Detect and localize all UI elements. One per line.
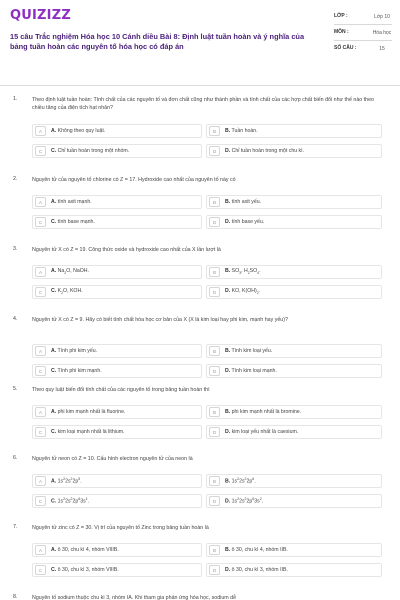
option-text: D. $1s^22s^22p^63s^2$. bbox=[225, 497, 264, 505]
answer-option-d[interactable] bbox=[206, 425, 382, 439]
option-text: B. tính axit yếu. bbox=[225, 199, 262, 205]
answer-option-c[interactable] bbox=[32, 563, 202, 577]
page-title: 15 câu Trắc nghiệm Hóa học 10 Cánh diều Bài 8: Định luật tuần hoàn và ý nghĩa của bảng tuần hoàn các nguyên tố hóa học có đáp án bbox=[10, 32, 305, 51]
answer-option-a[interactable] bbox=[32, 344, 202, 358]
question-text: Theo quy luật biến đổi tính chất của các nguyên tố trong bảng tuần hoàn thì bbox=[32, 387, 210, 393]
option-text: D. ô 30, chu kì 3, nhóm IIB. bbox=[225, 567, 288, 573]
option-letter-badge: D bbox=[209, 287, 220, 297]
meta-subject-label: MÔN : bbox=[334, 29, 349, 35]
option-letter-badge: C bbox=[35, 496, 46, 506]
meta-grade-label: LỚP : bbox=[334, 13, 348, 19]
option-letter-badge: A bbox=[35, 267, 46, 277]
option-letter-badge: D bbox=[209, 496, 220, 506]
question-number: 5. bbox=[13, 386, 18, 392]
question-text: Nguyên tử X có Z = 19. Công thức oxide và hydroxide cao nhất của X lần lượt là bbox=[32, 247, 221, 253]
answer-option-c[interactable] bbox=[32, 364, 202, 378]
option-letter-badge: A bbox=[35, 126, 46, 136]
answer-option-c[interactable] bbox=[32, 144, 202, 158]
option-text: B. $1s^22s^22p^6$. bbox=[225, 477, 256, 485]
answer-option-a[interactable] bbox=[32, 543, 202, 557]
answer-option-a[interactable] bbox=[32, 195, 202, 209]
option-letter-badge: A bbox=[35, 197, 46, 207]
option-letter-badge: D bbox=[209, 427, 220, 437]
option-letter-badge: C bbox=[35, 217, 46, 227]
option-letter-badge: C bbox=[35, 427, 46, 437]
meta-separator bbox=[334, 40, 392, 41]
option-text: A. ô 30, chu kì 4, nhóm VIIIB. bbox=[51, 547, 119, 553]
question-number: 1. bbox=[13, 96, 18, 102]
answer-option-d[interactable] bbox=[206, 364, 382, 378]
option-letter-badge: C bbox=[35, 146, 46, 156]
question-text: Nguyên tử neon có Z = 10. Cấu hình electron nguyên tử của neon là bbox=[32, 456, 193, 462]
option-letter-badge: C bbox=[35, 366, 46, 376]
option-letter-badge: D bbox=[209, 565, 220, 575]
option-text: B. $SO_3$, $H_2SO_4$. bbox=[225, 268, 261, 276]
option-text: C. ô 30, chu kì 3, nhóm VIIIB. bbox=[51, 567, 119, 573]
option-letter-badge: D bbox=[209, 146, 220, 156]
option-letter-badge: C bbox=[35, 565, 46, 575]
meta-count-value: 15 bbox=[379, 46, 385, 52]
option-text: B. phi kim mạnh nhất là bromine. bbox=[225, 409, 302, 415]
option-letter-badge: D bbox=[209, 366, 220, 376]
question-number: 2. bbox=[13, 176, 18, 182]
question-number: 6. bbox=[13, 455, 18, 461]
meta-subject-value: Hóa học bbox=[372, 30, 392, 36]
meta-separator bbox=[334, 24, 392, 25]
meta-count bbox=[334, 45, 392, 53]
answer-option-b[interactable] bbox=[206, 124, 382, 138]
option-text: A. $1s^22s^22p^5$. bbox=[51, 477, 82, 485]
option-text: A. Tính phi kim yếu. bbox=[51, 348, 98, 354]
answer-option-b[interactable] bbox=[206, 405, 382, 419]
option-text: C. $K_2O$, KOH. bbox=[51, 288, 83, 296]
option-text: D. Chỉ tuần hoàn trong một chu kì. bbox=[225, 148, 305, 154]
answer-option-c[interactable] bbox=[32, 494, 202, 508]
option-letter-badge: A bbox=[35, 346, 46, 356]
question-text: Theo định luật tuần hoàn: Tính chất của các nguyên tố và đơn chất cũng như thành phần và tính chất của các hợp chất biến đổi như thế nào theo chiều tăng của điện tích hạt nhân? bbox=[32, 97, 375, 112]
question-number: 7. bbox=[13, 524, 18, 530]
option-text: D. tính base yếu. bbox=[225, 219, 265, 225]
answer-option-a[interactable] bbox=[32, 124, 202, 138]
option-text: B. ô 30, chu kì 4, nhóm IIB. bbox=[225, 547, 288, 553]
answer-option-d[interactable] bbox=[206, 285, 382, 299]
option-letter-badge: B bbox=[209, 545, 220, 555]
answer-option-d[interactable] bbox=[206, 494, 382, 508]
question-text: Nguyên tử zinc có Z = 30. Vị trí của nguyên tố Zinc trong bảng tuần hoàn là bbox=[32, 525, 209, 531]
option-text: A. Không theo quy luật. bbox=[51, 128, 106, 134]
meta-grade bbox=[334, 13, 392, 21]
question-number: 3. bbox=[13, 246, 18, 252]
option-text: A. $Na_2O$, NaOH. bbox=[51, 268, 89, 276]
option-letter-badge: A bbox=[35, 545, 46, 555]
question-text: Nguyên tử X có Z = 9. Hãy có biết tính chất hóa học cơ bản của X (X là kim loại hay phi kim, mạnh hay yếu)? bbox=[32, 317, 288, 323]
answer-option-a[interactable] bbox=[32, 405, 202, 419]
option-text: B. Tuần hoàn. bbox=[225, 128, 258, 134]
meta-subject bbox=[334, 29, 392, 37]
question-number: 4. bbox=[13, 316, 18, 322]
option-letter-badge: B bbox=[209, 126, 220, 136]
option-letter-badge: B bbox=[209, 267, 220, 277]
option-text: C. Chỉ tuần hoàn trong một nhóm. bbox=[51, 148, 130, 154]
option-letter-badge: B bbox=[209, 476, 220, 486]
answer-option-d[interactable] bbox=[206, 144, 382, 158]
meta-grade-value: Lớp 10 bbox=[374, 14, 390, 20]
answer-option-b[interactable] bbox=[206, 344, 382, 358]
option-letter-badge: A bbox=[35, 476, 46, 486]
answer-option-b[interactable] bbox=[206, 474, 382, 488]
question-text: Nguyên tố sodium thuộc chu kì 3, nhóm IA. Khi tham gia phản ứng hóa học, sodium dễ bbox=[32, 595, 237, 600]
answer-option-b[interactable] bbox=[206, 195, 382, 209]
quiz-meta bbox=[334, 13, 392, 53]
option-letter-badge: C bbox=[35, 287, 46, 297]
option-letter-badge: D bbox=[209, 217, 220, 227]
option-letter-badge: A bbox=[35, 407, 46, 417]
meta-count-label: SỐ CÂU : bbox=[334, 45, 357, 51]
answer-option-c[interactable] bbox=[32, 285, 202, 299]
option-text: D. KO, $K(OH)_2$. bbox=[225, 288, 261, 296]
quizizz-logo: QUIZIZZ bbox=[10, 8, 71, 23]
option-text: C. $1s^22s^22p^63s^1$. bbox=[51, 497, 90, 505]
option-text: C. kim loại mạnh nhất là lithium. bbox=[51, 429, 125, 435]
option-letter-badge: B bbox=[209, 346, 220, 356]
answer-option-c[interactable] bbox=[32, 425, 202, 439]
option-text: A. tính axit mạnh. bbox=[51, 199, 92, 205]
option-letter-badge: B bbox=[209, 197, 220, 207]
question-number: 8. bbox=[13, 594, 18, 600]
question-text: Nguyên tử của nguyên tố chlorine có Z = 17. Hydroxide cao nhất của nguyên tố này có bbox=[32, 177, 236, 183]
answer-option-a[interactable] bbox=[32, 474, 202, 488]
answer-option-b[interactable] bbox=[206, 265, 382, 279]
option-text: D. Tính kim loại mạnh. bbox=[225, 368, 277, 374]
option-text: A. phi kim mạnh nhất là fluorine. bbox=[51, 409, 126, 415]
option-text: C. Tính phi kim mạnh. bbox=[51, 368, 102, 374]
answer-option-d[interactable] bbox=[206, 563, 382, 577]
answer-option-d[interactable] bbox=[206, 215, 382, 229]
option-text: D. kim loại yếu nhất là caesium. bbox=[225, 429, 299, 435]
header-divider bbox=[0, 85, 400, 86]
answer-option-a[interactable] bbox=[32, 265, 202, 279]
answer-option-b[interactable] bbox=[206, 543, 382, 557]
option-text: C. tính base mạnh. bbox=[51, 219, 95, 225]
option-text: B. Tính kim loại yếu. bbox=[225, 348, 273, 354]
answer-option-c[interactable] bbox=[32, 215, 202, 229]
option-letter-badge: B bbox=[209, 407, 220, 417]
